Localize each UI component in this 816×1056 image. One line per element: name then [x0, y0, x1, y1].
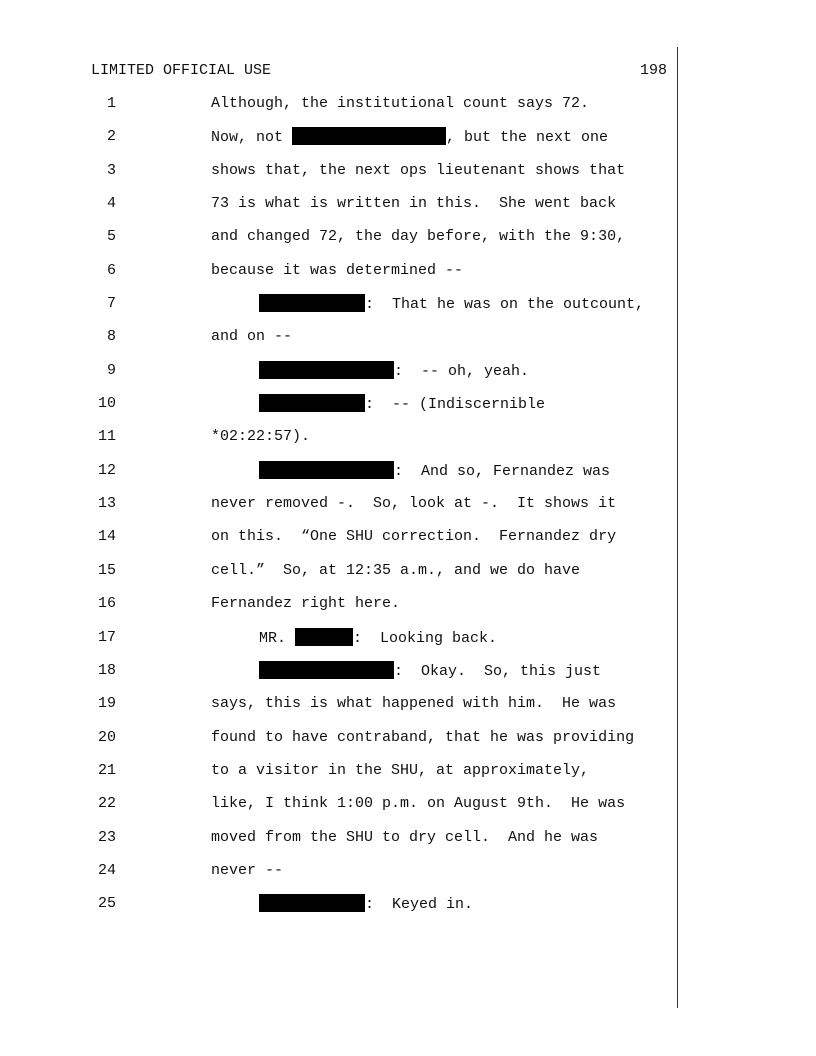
line-text: like, I think 1:00 p.m. on August 9th. He was	[211, 795, 626, 813]
line-number: 20	[97, 728, 116, 746]
line-number: 16	[97, 595, 116, 613]
line-text: moved from the SHU to dry cell. And he was	[211, 828, 599, 846]
transcript-line	[0, 828, 816, 861]
transcript-line	[0, 561, 816, 594]
transcript-line	[0, 494, 816, 527]
line-number: 22	[97, 795, 116, 813]
transcript-line	[0, 661, 816, 694]
line-number: 13	[97, 495, 116, 513]
transcript-line	[0, 794, 816, 827]
line-number: 25	[97, 895, 116, 913]
line-number: 14	[97, 528, 116, 546]
line-text: on this. “One SHU correction. Fernandez dry	[211, 528, 617, 546]
transcript-line	[0, 594, 816, 627]
classification-label: LIMITED OFFICIAL USE	[91, 62, 272, 79]
transcript-line	[0, 327, 816, 360]
page-header	[91, 62, 667, 80]
redacted-speaker-name	[295, 628, 353, 646]
redacted-speaker-name	[259, 394, 365, 412]
transcript-line	[0, 194, 816, 227]
transcript-line	[0, 894, 816, 927]
line-text-after: : -- oh, yeah.	[394, 362, 530, 380]
line-text: never removed -. So, look at -. It shows it	[211, 495, 617, 513]
line-number: 7	[106, 295, 116, 313]
transcript-line	[0, 394, 816, 427]
speaker-line	[259, 294, 644, 315]
speaker-line	[259, 394, 545, 415]
transcript-body	[0, 94, 816, 928]
line-text: *02:22:57).	[211, 428, 311, 446]
line-text: 73 is what is written in this. She went back	[211, 195, 617, 213]
line-text: because it was determined --	[211, 261, 464, 279]
speaker-line	[259, 661, 601, 682]
line-number: 6	[106, 261, 116, 279]
line-number: 9	[106, 361, 116, 379]
line-number: 10	[97, 395, 116, 413]
line-text: cell.” So, at 12:35 a.m., and we do have	[211, 561, 581, 579]
line-text-after: : And so, Fernandez was	[394, 462, 611, 480]
line-text-after: : That he was on the outcount,	[365, 296, 645, 314]
line-number: 15	[97, 561, 116, 579]
page-number: 198	[639, 62, 667, 79]
line-text: Fernandez right here.	[211, 595, 401, 613]
line-number: 24	[97, 861, 116, 879]
redaction-block	[292, 127, 446, 145]
line-text: and on --	[211, 328, 293, 346]
line-number: 21	[97, 761, 116, 779]
line-text: says, this is what happened with him. He was	[211, 695, 617, 713]
transcript-line	[0, 361, 816, 394]
redacted-speaker-name	[259, 661, 394, 679]
line-number: 12	[97, 461, 116, 479]
line-number: 3	[106, 161, 116, 179]
line-text-after: : Looking back.	[353, 629, 498, 647]
speaker-line	[259, 894, 473, 915]
transcript-line	[0, 427, 816, 460]
line-text-after: : Okay. So, this just	[394, 662, 602, 680]
transcript-line	[0, 628, 816, 661]
line-text-after: : Keyed in.	[365, 896, 474, 914]
line-number: 18	[97, 661, 116, 679]
line-text-after: : -- (Indiscernible	[365, 396, 546, 414]
line-number: 1	[106, 95, 116, 112]
line-text: found to have contraband, that he was providing	[211, 728, 635, 746]
line-number: 23	[97, 828, 116, 846]
transcript-line	[0, 294, 816, 327]
line-number: 17	[97, 628, 116, 646]
line-number: 8	[106, 328, 116, 346]
speaker-line	[259, 361, 529, 382]
transcript-line	[0, 461, 816, 494]
line-number: 5	[106, 228, 116, 246]
redacted-speaker-name	[259, 461, 394, 479]
line-number: 19	[97, 695, 116, 713]
line-number: 2	[106, 128, 116, 146]
line-text: shows that, the next ops lieutenant shows that	[211, 161, 626, 179]
redacted-speaker-name	[259, 894, 365, 912]
line-number: 11	[97, 428, 116, 446]
transcript-line	[0, 761, 816, 794]
transcript-line	[0, 94, 816, 127]
transcript-line	[0, 861, 816, 894]
line-text-after: , but the next one	[446, 129, 609, 147]
transcript-line	[0, 161, 816, 194]
transcript-line	[0, 127, 816, 160]
line-text: to a visitor in the SHU, at approximately,	[211, 761, 590, 779]
transcript-line	[0, 227, 816, 260]
line-text: Although, the institutional count says 72.	[211, 95, 590, 112]
transcript-line	[0, 261, 816, 294]
redacted-speaker-name	[259, 294, 365, 312]
speaker-line	[259, 628, 497, 649]
redacted-speaker-name	[259, 361, 394, 379]
line-text: never --	[211, 861, 284, 879]
speaker-line	[259, 461, 610, 482]
line-text-before: MR.	[259, 629, 296, 647]
line-text	[211, 127, 608, 148]
line-text-before: Now, not	[211, 129, 293, 147]
transcript-line	[0, 527, 816, 560]
transcript-line	[0, 728, 816, 761]
line-number: 4	[106, 195, 116, 213]
line-text: and changed 72, the day before, with the 9:30,	[211, 228, 626, 246]
transcript-line	[0, 694, 816, 727]
